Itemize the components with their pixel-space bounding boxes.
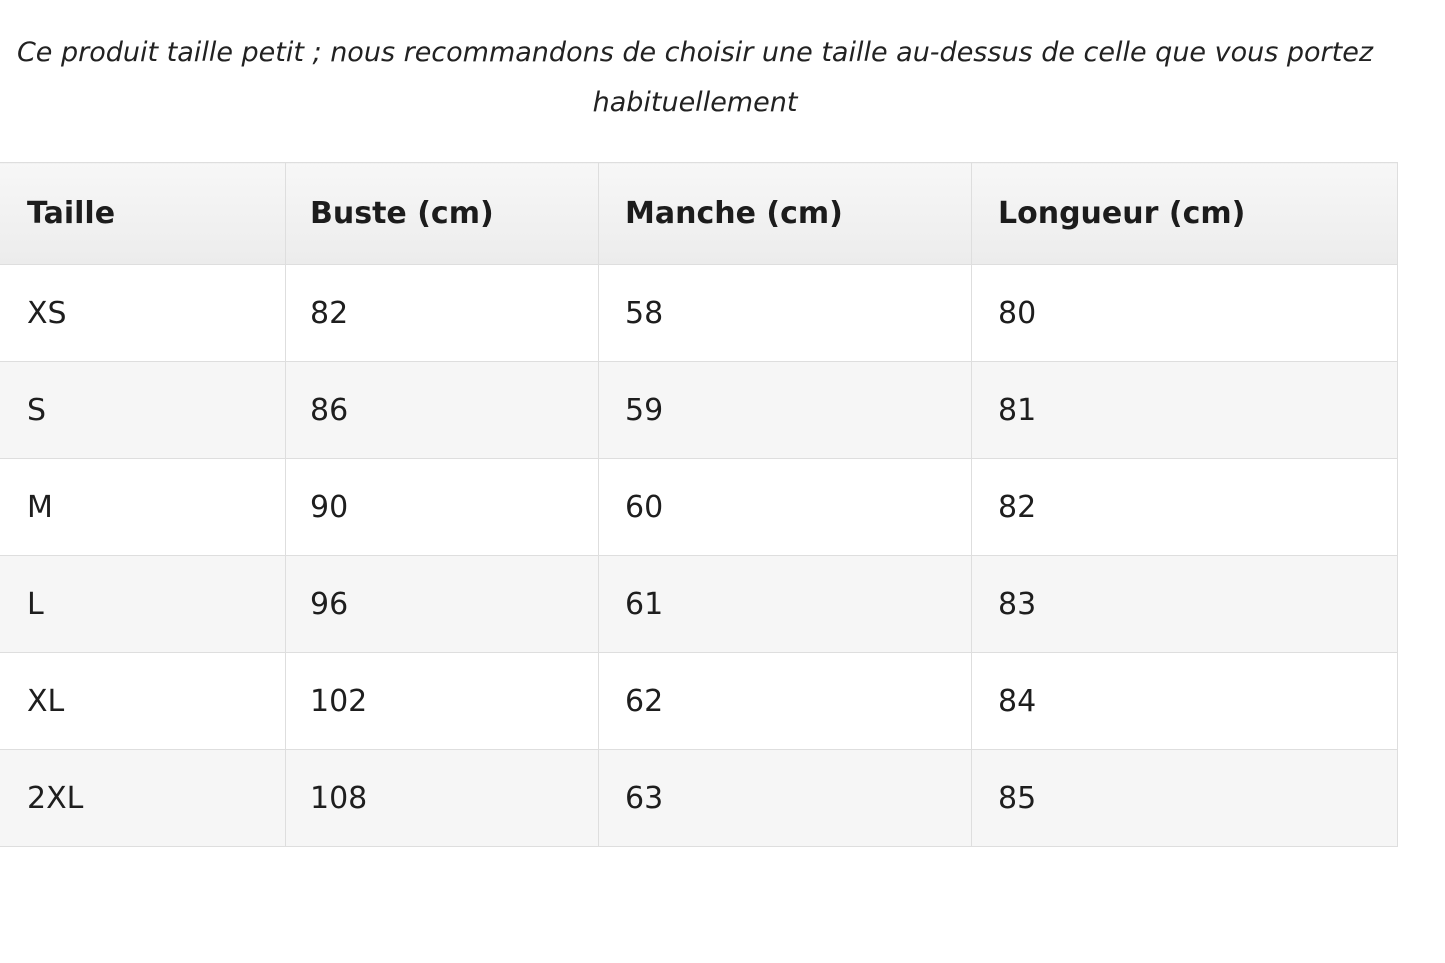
size-notice-line-2: habituellement: [592, 87, 798, 118]
cell-longueur: 81: [972, 362, 1398, 459]
cell-manche: 63: [599, 750, 972, 847]
cell-taille: XL: [0, 653, 286, 750]
cell-buste: 102: [286, 653, 599, 750]
size-notice-line-1: Ce produit taille petit ; nous recommandons de choisir une taille au-dessus de celle que vous portez: [16, 37, 1374, 68]
table-row: [0, 362, 1398, 459]
cell-manche: 59: [599, 362, 972, 459]
header-manche: Manche (cm): [599, 163, 972, 265]
table-row: [0, 556, 1398, 653]
table-row: [0, 265, 1398, 362]
header-row: [0, 163, 1398, 265]
cell-buste: 96: [286, 556, 599, 653]
header-longueur: Longueur (cm): [972, 163, 1398, 265]
header-buste: Buste (cm): [286, 163, 599, 265]
cell-longueur: 80: [972, 265, 1398, 362]
cell-manche: 58: [599, 265, 972, 362]
size-chart-table: [0, 162, 1398, 847]
cell-buste: 82: [286, 265, 599, 362]
size-notice: [0, 28, 1410, 128]
cell-longueur: 82: [972, 459, 1398, 556]
cell-buste: 86: [286, 362, 599, 459]
header-taille: Taille: [0, 163, 286, 265]
cell-manche: 61: [599, 556, 972, 653]
cell-buste: 90: [286, 459, 599, 556]
cell-manche: 62: [599, 653, 972, 750]
size-chart-body: [0, 265, 1398, 847]
cell-taille: L: [0, 556, 286, 653]
cell-manche: 60: [599, 459, 972, 556]
size-chart-header: [0, 163, 1398, 265]
cell-taille: M: [0, 459, 286, 556]
cell-longueur: 84: [972, 653, 1398, 750]
cell-longueur: 85: [972, 750, 1398, 847]
table-row: [0, 459, 1398, 556]
cell-longueur: 83: [972, 556, 1398, 653]
table-row: [0, 653, 1398, 750]
table-row: [0, 750, 1398, 847]
cell-taille: XS: [0, 265, 286, 362]
cell-buste: 108: [286, 750, 599, 847]
cell-taille: 2XL: [0, 750, 286, 847]
cell-taille: S: [0, 362, 286, 459]
